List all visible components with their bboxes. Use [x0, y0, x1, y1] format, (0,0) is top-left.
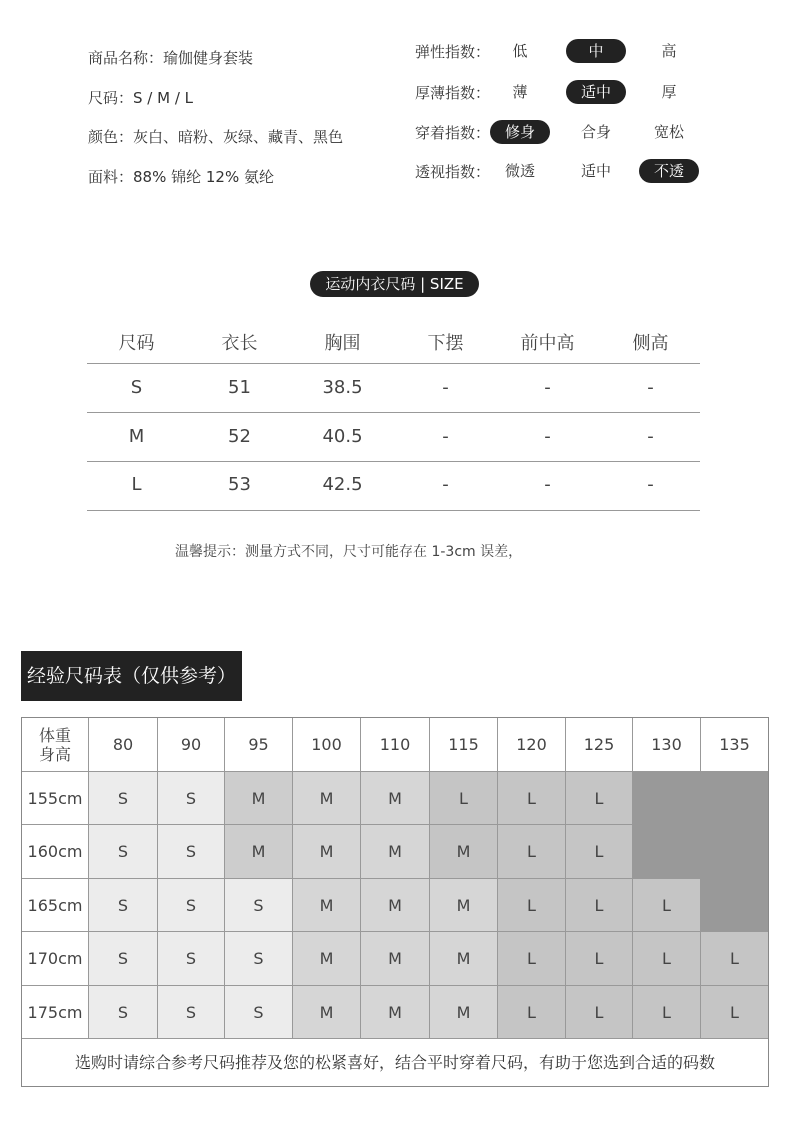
size-recommendation-cell: M	[361, 825, 430, 879]
size-cell: 52	[228, 426, 251, 447]
size-recommendation-cell: L	[701, 986, 768, 1039]
size-recommendation-cell: M	[293, 986, 361, 1039]
size-header: 衣长	[221, 333, 258, 354]
size-recommendation-cell	[701, 825, 768, 879]
size-recommendation-cell: M	[293, 825, 361, 879]
product-sizes: 尺码：S / M / L	[88, 89, 194, 107]
size-recommendation-cell: L	[566, 772, 633, 825]
size-cell: L	[131, 474, 142, 495]
weight-header: 95	[225, 718, 293, 772]
size-recommendation-cell: S	[225, 932, 293, 986]
weight-header: 100	[293, 718, 361, 772]
size-cell: -	[647, 377, 654, 398]
index-option-selected: 中	[566, 39, 626, 63]
size-recommendation-cell: S	[89, 825, 158, 879]
size-recommendation-cell: M	[361, 932, 430, 986]
size-recommendation-cell: L	[430, 772, 498, 825]
height-header: 155cm	[22, 772, 89, 825]
size-header: 侧高	[632, 333, 669, 354]
weight-header: 135	[701, 718, 768, 772]
index-option: 合身	[580, 123, 611, 141]
size-recommendation-cell: S	[158, 879, 225, 932]
size-recommendation-cell: M	[430, 825, 498, 879]
size-recommendation-cell: M	[225, 825, 293, 879]
index-label: 透视指数：	[415, 163, 491, 181]
size-cell: 51	[228, 377, 251, 398]
size-cell: 38.5	[322, 377, 363, 398]
weight-header: 120	[498, 718, 566, 772]
size-cell: S	[130, 377, 143, 398]
size-cell: -	[647, 474, 654, 495]
size-recommendation-cell	[701, 879, 768, 932]
size-recommendation-cell: M	[430, 932, 498, 986]
weight-header: 110	[361, 718, 430, 772]
index-option-selected: 修身	[490, 120, 550, 144]
size-recommendation-cell: S	[158, 986, 225, 1039]
index-label: 厚薄指数：	[415, 84, 491, 102]
index-option: 宽松	[653, 123, 684, 141]
index-option: 低	[512, 42, 528, 60]
size-cell: 40.5	[322, 426, 363, 447]
size-recommendation-cell: L	[498, 825, 566, 879]
product-name: 商品名称：瑜伽健身套装	[88, 49, 254, 67]
index-option: 薄	[512, 83, 528, 101]
size-cell: -	[544, 377, 551, 398]
size-cell: M	[128, 426, 145, 447]
size-cell: 53	[228, 474, 251, 495]
weight-header: 125	[566, 718, 633, 772]
index-option-selected: 不透	[639, 159, 699, 183]
index-option: 高	[661, 42, 677, 60]
size-recommendation-cell	[633, 772, 701, 825]
size-cell: -	[544, 426, 551, 447]
size-recommendation-cell: M	[430, 986, 498, 1039]
height-header: 170cm	[22, 932, 89, 986]
size-recommendation-cell: L	[498, 772, 566, 825]
size-recommendation-cell: L	[498, 986, 566, 1039]
size-recommendation-cell: M	[293, 932, 361, 986]
weight-header: 80	[89, 718, 158, 772]
size-recommendation-cell: L	[633, 932, 701, 986]
weight-header: 115	[430, 718, 498, 772]
size-recommendation-cell: S	[225, 879, 293, 932]
height-header: 175cm	[22, 986, 89, 1039]
index-option: 适中	[580, 162, 611, 180]
size-recommendation-cell: S	[158, 932, 225, 986]
size-cell: -	[647, 426, 654, 447]
corner-height-label: 身高	[38, 744, 71, 764]
table-divider	[87, 510, 700, 511]
size-recommendation-cell: S	[89, 772, 158, 825]
size-recommendation-cell: S	[89, 986, 158, 1039]
height-header: 165cm	[22, 879, 89, 932]
size-recommendation-cell: M	[225, 772, 293, 825]
size-recommendation-cell: L	[566, 879, 633, 932]
size-cell: -	[544, 474, 551, 495]
weight-header: 130	[633, 718, 701, 772]
experience-size-grid	[21, 717, 769, 1087]
size-recommendation-cell	[701, 772, 768, 825]
index-option-selected: 适中	[566, 80, 626, 104]
size-recommendation-cell: L	[633, 879, 701, 932]
grid-corner	[22, 718, 89, 772]
corner-weight-label: 体重	[38, 725, 71, 745]
size-cell: -	[442, 426, 449, 447]
experience-footer: 选购时请综合参考尺码推荐及您的松紧喜好，结合平时穿着尺码，有助于您选到合适的码数	[74, 1053, 715, 1072]
size-recommendation-cell: M	[361, 986, 430, 1039]
size-recommendation-cell: L	[701, 932, 768, 986]
size-recommendation-cell: S	[158, 825, 225, 879]
index-option: 微透	[504, 162, 535, 180]
size-cell: -	[442, 377, 449, 398]
size-recommendation-cell: M	[361, 879, 430, 932]
table-divider	[87, 363, 700, 364]
size-recommendation-cell	[633, 825, 701, 879]
size-header: 尺码	[118, 333, 155, 354]
index-label: 穿着指数：	[415, 124, 491, 142]
size-recommendation-cell: L	[566, 986, 633, 1039]
weight-header: 90	[158, 718, 225, 772]
size-recommendation-cell: L	[498, 879, 566, 932]
size-recommendation-cell: L	[498, 932, 566, 986]
size-header: 下摆	[427, 333, 464, 354]
size-recommendation-cell: M	[293, 879, 361, 932]
experience-title: 经验尺码表（仅供参考）	[21, 651, 242, 701]
measurement-tip: 温馨提示：测量方式不同，尺寸可能存在 1-3cm 误差，	[175, 544, 523, 560]
size-recommendation-cell: M	[430, 879, 498, 932]
size-table-title: 运动内衣尺码 | SIZE	[310, 271, 479, 297]
size-recommendation-cell: S	[225, 986, 293, 1039]
index-label: 弹性指数：	[415, 43, 491, 61]
size-recommendation-cell: L	[633, 986, 701, 1039]
size-recommendation-cell: M	[361, 772, 430, 825]
table-divider	[87, 461, 700, 462]
size-recommendation-cell: S	[158, 772, 225, 825]
size-cell: -	[442, 474, 449, 495]
product-fabric: 面料：88% 锦纶 12% 氨纶	[88, 168, 274, 186]
height-header: 160cm	[22, 825, 89, 879]
size-cell: 42.5	[322, 474, 363, 495]
table-divider	[87, 412, 700, 413]
size-recommendation-cell: L	[566, 825, 633, 879]
size-recommendation-cell: L	[566, 932, 633, 986]
size-recommendation-cell: M	[293, 772, 361, 825]
size-header: 前中高	[520, 333, 575, 354]
size-recommendation-cell: S	[89, 879, 158, 932]
size-header: 胸围	[324, 333, 361, 354]
index-option: 厚	[661, 83, 677, 101]
size-recommendation-cell: S	[89, 932, 158, 986]
product-colors: 颜色：灰白、暗粉、灰绿、藏青、黑色	[88, 128, 344, 146]
